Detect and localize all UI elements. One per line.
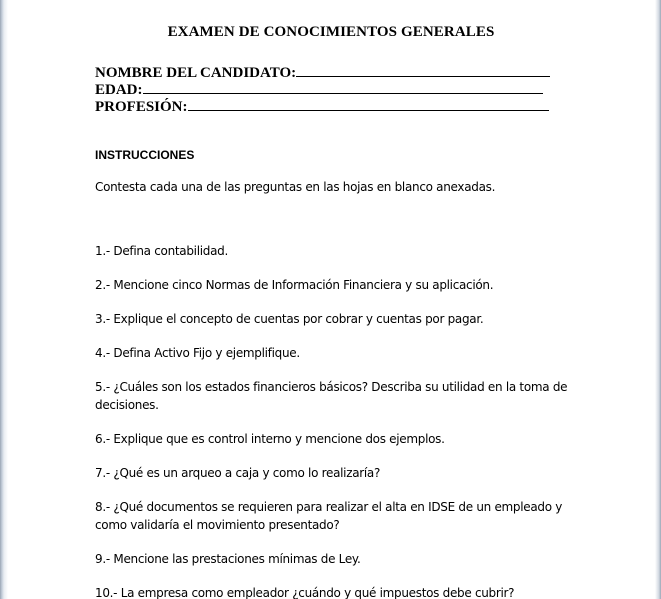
profession-blank [188,98,549,111]
age-blank [143,81,543,94]
question-item: 2.- Mencione cinco Normas de Información Financiera y su aplicación. [95,278,494,292]
age-field [95,81,543,99]
document-page[interactable] [8,0,655,599]
instructions-text: Contesta cada una de las preguntas en las hojas en blanco anexadas. [95,180,496,194]
question-item: 1.- Defina contabilidad. [95,244,228,258]
profession-label: PROFESIÓN: [95,99,188,115]
candidate-name-label: NOMBRE DEL CANDIDATO: [95,65,297,81]
candidate-name-field [95,64,550,82]
question-item: 9.- Mencione las prestaciones mínimas de Ley. [95,552,361,566]
document-title: EXAMEN DE CONOCIMIENTOS GENERALES [167,24,495,40]
instructions-heading: INSTRUCCIONES [95,148,195,162]
question-item: 8.- ¿Qué documentos se requieren para realizar el alta en IDSE de un empleado y como validaría el movimiento presentado? [95,500,563,532]
question-list [95,242,585,599]
profession-field [95,98,549,116]
question-item: 10.- La empresa como empleador ¿cuándo y qué impuestos debe cubrir? [95,586,515,599]
question-item: 4.- Defina Activo Fijo y ejemplifique. [95,346,300,360]
question-item: 7.- ¿Qué es un arqueo a caja y como lo realizaría? [95,466,381,480]
question-item: 3.- Explique el concepto de cuentas por cobrar y cuentas por pagar. [95,312,484,326]
page-right-edge [655,0,661,599]
candidate-name-blank [296,64,550,77]
question-item: 6.- Explique que es control interno y mencione dos ejemplos. [95,432,445,446]
page-left-edge [0,0,8,599]
question-item: 5.- ¿Cuáles son los estados financieros básicos? Describa su utilidad en la toma de decisiones. [95,380,568,412]
age-label: EDAD: [95,82,143,98]
